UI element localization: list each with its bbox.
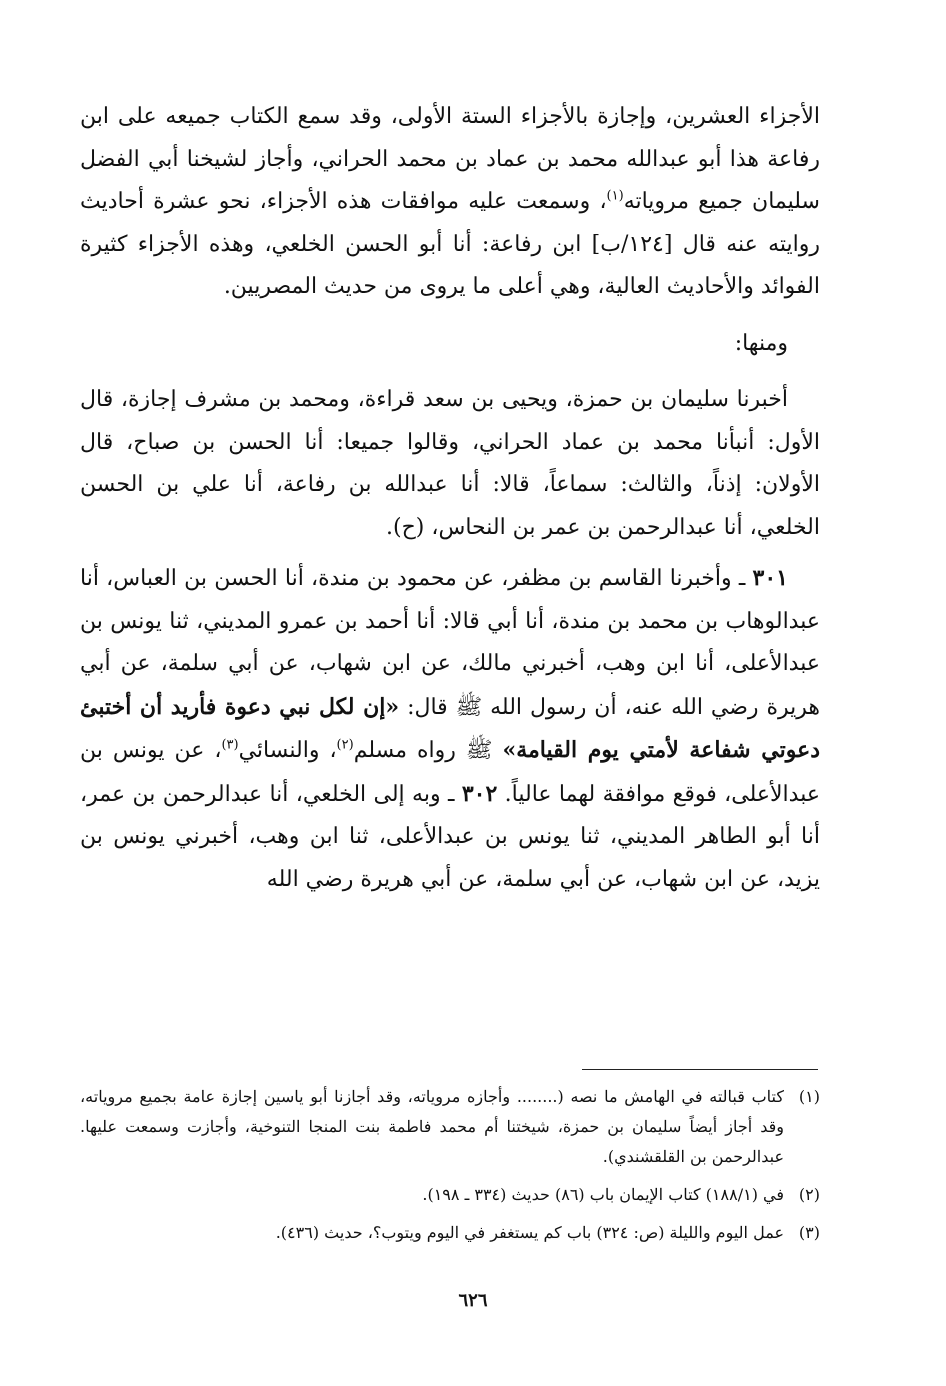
isnad-302: ـ وبه إلى الخلعي، أنا عبدالرحمن بن عمر، أنا أبو الطاهر المديني، ثنا يونس بن عبدالأعلى، ثنا ابن وهب، أخبرني يونس بن يزيد، عن ابن شهاب، عن أبي سلمة، عن أبي هريرة رضي الله <box>80 781 820 892</box>
hadith-text: «إن لكل نبي دعوة فأريد أن أختبئ دعوتي شفاعة لأمتي يوم القيامة» <box>80 693 820 763</box>
paragraph-1 <box>80 96 820 309</box>
paragraph-4 <box>80 557 820 901</box>
paragraph-2 <box>80 323 820 366</box>
section-label: ومنها: <box>734 330 788 356</box>
paragraph-3-text: أخبرنا سليمان بن حمزة، ويحيى بن سعد قراءة، ومحمد بن مشرف إجازة، قال الأول: أنبأنا محمد بن عماد الحراني، وقالوا جميعا: أنا الحسن بن صباح، قال الأولان: إذناً، والثالث: سماعاً، قالا: أنا عبدالله بن رفاعة، أنا علي بن الحسن الخلعي، أنا عبدالرحمن بن عمر بن النحاس، (ح). <box>80 387 820 540</box>
hadith-number-301: ٣٠١ <box>752 565 788 591</box>
footnote-2 <box>80 1180 820 1210</box>
paragraph-3 <box>80 379 820 549</box>
footnote-number: (٣) <box>798 1223 820 1242</box>
paragraph-4-text-b: ﷺ رواه مسلم <box>353 738 503 763</box>
hadith-number-302: ٣٠٢ <box>461 780 498 807</box>
footnote-ref-2[interactable]: (٢) <box>336 737 354 753</box>
paragraph-1-text-cont: ، وسمعت عليه موافقات هذه الأجزاء، نحو عشرة أحاديث روايته عنه قال [١٢٤/ب] ابن رفاعة: أنا أبو الحسن الخلعي، وهذه الأجزاء كثيرة الفوائد والأحاديث العالية، وهي أعلى ما يروى من حديث المصريين. <box>80 189 820 299</box>
main-text <box>80 96 820 901</box>
footnote-number: (١) <box>798 1087 820 1106</box>
paragraph-1-text: الأجزاء العشرين، وإجازة بالأجزاء الستة الأولى، وقد سمع الكتاب جميعه على ابن رفاعة هذا أبو عبدالله محمد بن عماد بن محمد الحراني، وأجاز لشيخنا أبي الفضل سليمان جميع مروياته <box>80 104 821 214</box>
footnote-divider <box>582 1069 818 1070</box>
footnote-ref-3[interactable]: (٣) <box>221 737 239 753</box>
footnote-text: عمل اليوم والليلة (ص: ٣٢٤) باب كم يستغفر في اليوم ويتوب؟، حديث (٤٣٦). <box>275 1223 784 1242</box>
footnote-number: (٢) <box>798 1185 820 1204</box>
footnote-text: كتاب قبالته في الهامش ما نصه (........ وأجازه مروياته، وقد أجازنا أبو ياسين إجازة عامة بجميع مروياته، وقد أجاز أيضاً سليمان بن حمزة، شيختنا أم محمد فاطمة بنت المنجا التنوخية، وأجازت وسمعت عليها. عبدالرحمن بن القلقشندي). <box>80 1087 784 1166</box>
footnote-text: في (١٨٨/١) كتاب الإيمان باب (٨٦) حديث (٣٣٤ ـ ١٩٨). <box>422 1185 784 1204</box>
footnotes <box>80 1082 820 1256</box>
paragraph-4-text-d: ، عن يونس بن عبدالأعلى، فوقع موافقة لهما عالياً. <box>80 738 820 807</box>
footnote-3 <box>80 1218 820 1248</box>
footnote-ref-1[interactable]: (١) <box>606 188 624 204</box>
page-number: ٦٢٦ <box>458 1290 488 1311</box>
footnote-1 <box>80 1082 820 1172</box>
paragraph-4-text-c: ، والنسائي <box>238 738 337 763</box>
isnad-301: ـ وأخبرنا القاسم بن مظفر، عن محمود بن مندة، أنا الحسن بن العباس، أنا عبدالوهاب بن محمد بن مندة، أنا أبي قالا: أنا أحمد بن عمرو المديني، ثنا يونس بن عبدالأعلى، أنا ابن وهب، أخبرني مالك، عن ابن شهاب، عن أبي سلمة، عن أبي هريرة رضي الله عنه، أن رسول الله ﷺ قال: <box>80 566 820 720</box>
